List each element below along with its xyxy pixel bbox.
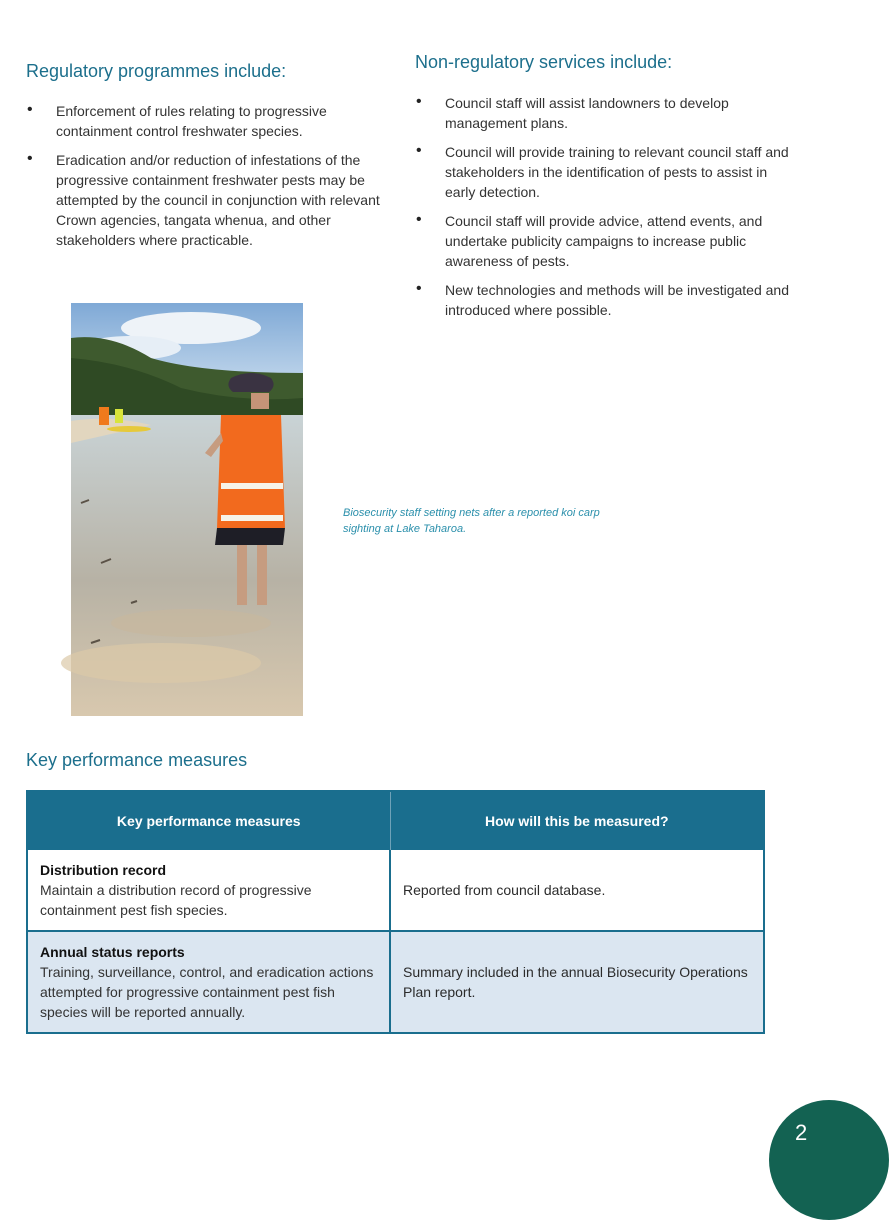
column-header: Key performance measures — [27, 791, 390, 850]
photo-caption: Biosecurity staff setting nets after a reported koi carp sighting at Lake Taharoa. — [343, 507, 600, 535]
table-header-row — [27, 791, 764, 850]
lake-photo — [71, 303, 303, 716]
list-item: • Council will provide training to relevant council staff and stakeholders in the identification of pests to assist in early detection. — [415, 142, 790, 202]
measure-title: Distribution record — [40, 862, 167, 878]
list-item: • Eradication and/or reduction of infestations of the progressive containment freshwater pests may be attempted by the council in conjunction with relevant Crown agencies, tangata whenua, and other stakeholders where practicable. — [26, 150, 388, 250]
measurement-cell: Reported from council database. — [390, 850, 764, 931]
page-number: 2 — [795, 1120, 808, 1145]
kpm-heading: Key performance measures — [26, 750, 248, 770]
measure-description: Maintain a distribution record of progressive containment pest fish species. — [40, 882, 312, 918]
page-number-badge — [769, 1100, 889, 1220]
measure-description: Training, surveillance, control, and eradication actions attempted for progressive containment pest fish species will be reported annually. — [40, 964, 374, 1020]
kpm-table — [26, 790, 765, 1034]
list-item: • New technologies and methods will be investigated and introduced where possible. — [415, 280, 790, 320]
list-item: • Council staff will provide advice, attend events, and undertake publicity campaigns to increase public awareness of pests. — [415, 211, 790, 271]
list-item: • Enforcement of rules relating to progressive containment control freshwater species. — [26, 101, 388, 141]
table-row — [27, 931, 764, 1033]
column-header: How will this be measured? — [390, 791, 764, 850]
non-regulatory-list — [415, 93, 790, 329]
measure-cell — [27, 931, 390, 1033]
table-row — [27, 850, 764, 931]
measure-title: Annual status reports — [40, 944, 185, 960]
regulatory-heading: Regulatory programmes include: — [26, 61, 287, 81]
regulatory-list — [26, 101, 388, 259]
measure-cell — [27, 850, 390, 931]
list-item: • Council staff will assist landowners to develop management plans. — [415, 93, 790, 133]
measurement-cell: Summary included in the annual Biosecurity Operations Plan report. — [390, 931, 764, 1033]
non-regulatory-heading: Non-regulatory services include: — [415, 52, 673, 72]
